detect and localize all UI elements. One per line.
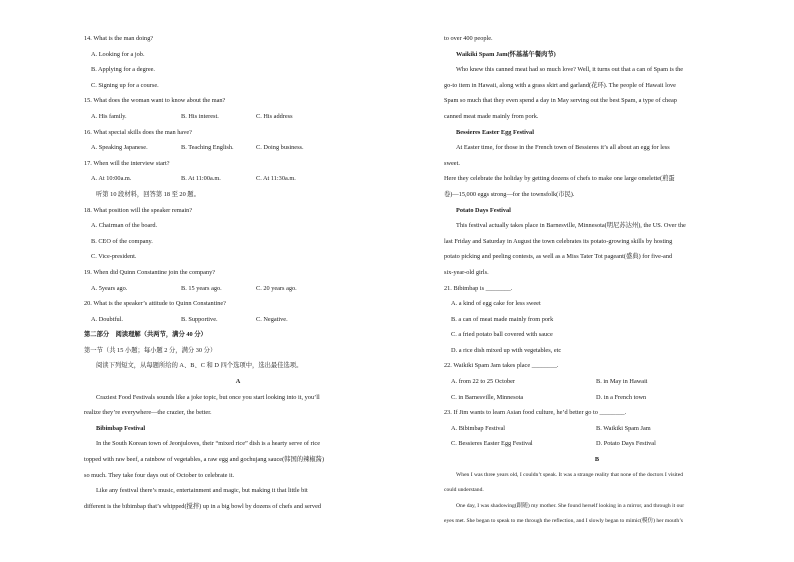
reading-instruction: 阅读下列短文，从每题所给的 A、B、C 和 D 四个选项中，选出最佳选项。 (96, 362, 303, 370)
question-16: 16. What special skills does the man have? (84, 128, 192, 136)
passage-b-text-1: When I was three years old, I couldn’t speak. It was a strange reality that none of the doctors I visited (456, 471, 683, 478)
passage-b-label: B (594, 456, 600, 464)
spam-text-4: canned meat made mainly from pork. (444, 112, 539, 120)
potato-text-3: potato picking and peeling contests, as well as a Miss Tater Tot pageant(盛典) for five-and (444, 253, 673, 261)
option-19a: A. 5years ago. (91, 284, 128, 292)
option-22b: B. in May in Hawaii (596, 378, 648, 386)
bibimbap-text-5: different is the bibimbap that’s whipped(搅拌) up in a big bowl by dozens of chefs and served (84, 502, 322, 510)
option-21c: C. a fried potato ball covered with sauce (451, 331, 553, 339)
spam-text-2: go-to item in Hawaii, along with a grass skirt and garland(花环). The people of Hawaii love (444, 81, 676, 89)
spam-jam-heading: Waikiki Spam Jam(怀基基午餐肉节) (456, 50, 556, 58)
listening-material-note: 听第 10 段材料，回答第 18 至 20 题。 (96, 190, 200, 198)
option-19b: B. 15 years ago. (181, 284, 222, 292)
egg-text-3: Here they celebrate the holiday by getting dozens of chefs to make one large omelette(煎蛋 (444, 175, 675, 183)
egg-text-2: sweet. (444, 159, 460, 167)
potato-text-1: This festival actually takes place in Barnesville, Minnesota(明尼苏达州), the US. Over the (456, 222, 686, 230)
option-14b: B. Applying for a degree. (91, 66, 156, 74)
options-19 (84, 281, 392, 297)
option-23a: A. Bibimbap Festival (451, 424, 506, 432)
bibimbap-text-4: Like any festival there’s music, entertainment and magic, but making it that little bit (96, 487, 308, 495)
spam-text-1: Who knew this canned meat had so much love? Well, it turns out that a can of Spam is the (456, 66, 684, 74)
passage-b-text-3: One day, I was shadowing(跟随) my mother. She found herself looking in a mirror, and through it our (456, 502, 685, 509)
question-22: 22. Waikiki Spam Jam takes place ________. (444, 362, 559, 370)
option-18b: B. CEO of the company. (91, 237, 153, 245)
passage-b-text-2: could understand. (444, 487, 484, 494)
question-20: 20. What is the speaker’s attitude to Quinn Constantine? (84, 300, 226, 308)
option-23c: C. Bessieres Easter Egg Festival (451, 440, 533, 448)
spam-text-3: Spam so much that they even spend a day in May serving out the best Spam, a type of cheap (444, 97, 677, 105)
left-column (84, 31, 392, 514)
option-23d: D. Potato Days Festival (596, 440, 656, 448)
option-17a: A. At 10:00a.m. (91, 175, 132, 183)
continuation-text: to over 400 people. (444, 35, 493, 42)
option-20b: B. Supportive. (181, 315, 218, 323)
option-21a: A. a kind of egg cake for less sweet (451, 300, 541, 308)
option-16c: C. Doing business. (256, 144, 304, 152)
option-14a: A. Looking for a job. (91, 50, 145, 58)
passage-a-intro-1: Craziest Food Festivals sounds like a joke topic, but once you start looking into it, you’ll (96, 393, 320, 401)
option-14c: C. Signing up for a course. (91, 81, 159, 89)
option-22a: A. from 22 to 25 October (451, 378, 516, 386)
option-21d: D. a rice dish mixed up with vegetables, etc (451, 346, 562, 354)
option-15a: A. His family. (91, 112, 127, 120)
options-20 (84, 312, 392, 328)
question-17: 17. When will the interview start? (84, 159, 170, 167)
option-18a: A. Chairman of the board. (91, 222, 158, 230)
passage-a-intro-2: realize they’re everywhere—the crazier, the better. (84, 409, 212, 417)
section-one-heading: 第一节（共 15 小题；每小题 2 分，满分 30 分） (84, 346, 217, 354)
question-15: 15. What does the woman want to know about the man? (84, 97, 226, 105)
potato-text-4: six-year-old girls. (444, 268, 489, 276)
option-15c: C. His address (256, 112, 293, 120)
potato-festival-heading: Potato Days Festival (456, 206, 511, 214)
bibimbap-heading: Bibimbap Festival (96, 424, 146, 432)
bibimbap-text-3: so much. They take four days out of October to celebrate it. (84, 471, 235, 479)
question-21: 21. Bibimbap is ________. (444, 284, 513, 292)
option-20a: A. Doubtful. (91, 315, 124, 323)
question-14: 14. What is the man doing? (84, 35, 154, 42)
option-17b: B. At 11:00a.m. (181, 175, 221, 183)
option-20c: C. Negative. (256, 315, 288, 323)
question-23: 23. If Jim wants to learn Asian food culture, he’d better go to ________. (444, 409, 627, 417)
question-19: 19. When did Quinn Constantine join the company? (84, 268, 216, 276)
option-16b: B. Teaching English. (181, 144, 234, 152)
passage-a-label: A (235, 378, 241, 386)
egg-text-1: At Easter time, for those in the French town of Bessieres it’s all about an egg for less (456, 144, 670, 152)
bibimbap-text-1: In the South Korean town of Jeonjuloves, their “mixed rice” dish is a hearty serve of rice (96, 440, 320, 448)
options-22-ab (444, 374, 750, 390)
options-23-cd (444, 436, 750, 452)
option-15b: B. His interest. (181, 112, 219, 120)
options-16 (84, 140, 392, 156)
options-17 (84, 171, 392, 187)
option-17c: C. At 11:30a.m. (256, 175, 296, 183)
egg-festival-heading: Bessieres Easter Egg Festival (456, 128, 534, 136)
potato-text-2: last Friday and Saturday in August the town celebrates its potato-growing skills by hosting (444, 237, 673, 245)
option-16a: A. Speaking Japanese. (91, 144, 148, 152)
option-18c: C. Vice-president. (91, 253, 137, 261)
option-19c: C. 20 years ago. (256, 284, 297, 292)
option-21b: B. a can of meat made mainly from pork (451, 315, 554, 323)
bibimbap-text-2: topped with raw beef, a rainbow of vegetables, a raw egg and gochujang sauce(韩国的辣椒酱) (84, 456, 325, 464)
options-22-cd (444, 390, 750, 406)
option-22c: C. in Barnesville, Minnesota (451, 393, 524, 401)
passage-b-text-4: eyes met. She began to speak to me through the reflection, and I slowly began to mimic(模仿) her mouth’s (444, 518, 683, 525)
options-23-ab (444, 421, 750, 437)
options-15 (84, 109, 392, 125)
option-23b: B. Waikiki Spam Jam (596, 424, 651, 432)
option-22d: D. in a French town (596, 393, 647, 401)
egg-text-4: 卷)—15,000 eggs strong—for the townsfolk(市民). (444, 190, 575, 198)
right-column (444, 31, 750, 530)
question-18: 18. What position will the speaker remain? (84, 206, 193, 214)
part-two-heading: 第二部分 阅读理解（共两节，满分 40 分） (84, 331, 207, 339)
